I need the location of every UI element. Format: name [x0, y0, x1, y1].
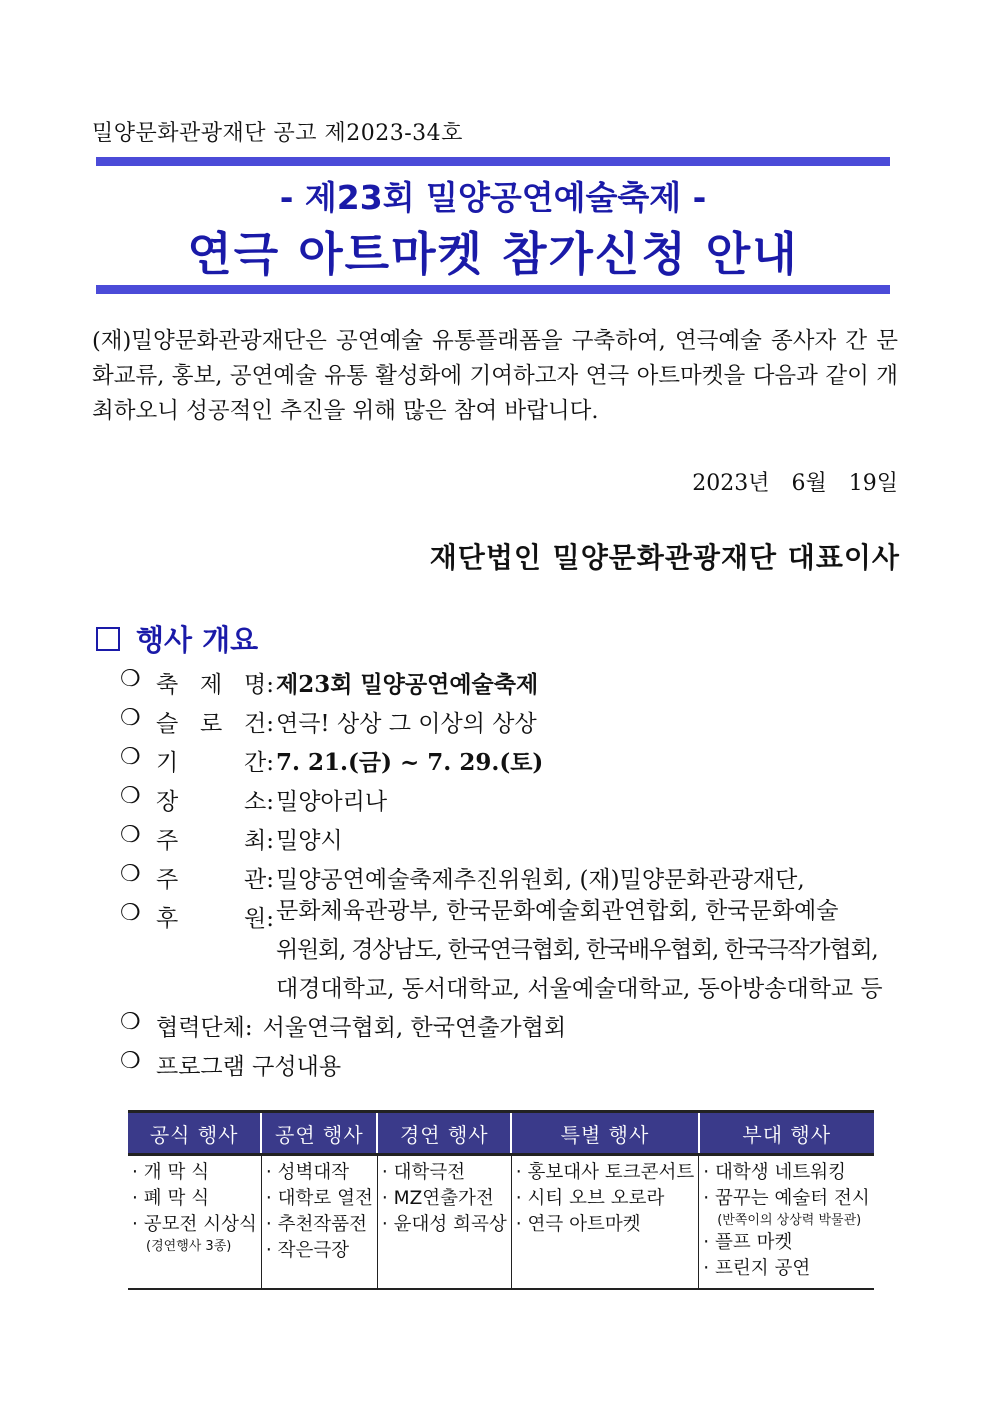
title-subheading: - 제23회 밀양공연예술축제 -: [279, 178, 707, 217]
table-cell-entry: · 홍보대사 토크콘서트: [515, 1162, 695, 1183]
table-cell-entry: (경연행사 3종): [146, 1239, 232, 1254]
table-cell: [261, 1155, 377, 1290]
item-value: 연극! 상상 그 이상의 상상: [276, 711, 537, 737]
table-cell: [377, 1155, 511, 1290]
overview-item: [120, 822, 910, 861]
item-label: [156, 705, 276, 738]
item-value-line: 위원회, 경상남도, 한국연극협회, 한국배우협회, 한국극작가협회,: [276, 937, 878, 963]
table-row: [128, 1155, 874, 1290]
overview-item: [120, 900, 910, 1009]
circle-bullet-icon: ❍: [120, 861, 141, 887]
item-label: [156, 822, 276, 855]
item-label: [156, 666, 276, 699]
item-label-char: 최:: [244, 828, 274, 854]
table-cell-entry: · 개 막 식: [132, 1162, 210, 1183]
item-label-char: 건:: [244, 711, 274, 737]
title-bottom-bar: [96, 285, 890, 294]
item-value: 밀양공연예술축제추진위원회, (재)밀양문화관광재단,: [276, 867, 805, 893]
section-title: 행사 개요: [136, 623, 259, 657]
table-cell-entry: · 대학극전: [381, 1162, 466, 1183]
table-cell: [699, 1155, 874, 1290]
circle-bullet-icon: ❍: [120, 666, 141, 692]
item-label: [156, 744, 276, 777]
item-value: 밀양시: [276, 828, 343, 854]
table-header-cell: 경연 행사: [377, 1112, 511, 1155]
overview-item: [120, 783, 910, 822]
page-title: 연극 아트마켓 참가신청 안내: [187, 227, 799, 281]
table-cell-entry: · 연극 아트마켓: [515, 1214, 641, 1235]
item-value: 서울연극협회, 한국연출가협회: [262, 1015, 567, 1041]
table-cell-entry: · 작은극장: [265, 1240, 350, 1261]
table-header-cell: 특별 행사: [511, 1112, 698, 1155]
table-cell-entry: · 꿈꾸는 예술터 전시: [703, 1188, 870, 1209]
table-cell-entry: · 대학생 네트워킹: [703, 1162, 846, 1183]
table-cell-entry: · 추천작품전: [265, 1214, 367, 1235]
notice-number: 밀양문화관광재단 공고 제2023-34호: [92, 121, 463, 146]
item-label-char: 후: [156, 906, 179, 932]
item-label-char: 로: [200, 711, 223, 737]
table-cell-entry: · 시티 오브 오로라: [515, 1188, 665, 1209]
program-table: [128, 1110, 874, 1290]
title-top-bar: [96, 157, 890, 166]
circle-bullet-icon: ❍: [120, 1048, 141, 1074]
item-label-char: 관:: [244, 867, 274, 893]
item-label-char: 주: [156, 867, 179, 893]
table-header-cell: 공식 행사: [128, 1112, 261, 1155]
table-header-row: [128, 1112, 874, 1155]
circle-bullet-icon: ❍: [120, 1009, 141, 1035]
item-label: [156, 861, 276, 894]
overview-item: [120, 666, 910, 705]
table-header-cell: 부대 행사: [699, 1112, 874, 1155]
overview-list: [120, 666, 910, 1087]
table-cell-entry: · 프린지 공연: [703, 1258, 811, 1279]
item-label-char: 축: [156, 672, 179, 698]
table-cell-entry: (반쪽이의 상상력 박물관): [717, 1213, 862, 1228]
item-label: [156, 900, 276, 933]
date-day: 19일: [848, 471, 898, 496]
item-label-char: 기: [156, 750, 179, 776]
circle-bullet-icon: ❍: [120, 705, 141, 731]
table-cell-entry: · 공모전 시상식: [132, 1214, 257, 1235]
intro-paragraph: (재)밀양문화관광재단은 공연예술 유통플래폼을 구축하여, 연극예술 종사자 간 문화교류, 홍보, 공연예술 유통 활성화에 기여하고자 연극 아트마켓을 다음과 같이 개최하오니 성공적인 추진을 위해 많은 참여 바랍니다.: [92, 328, 898, 424]
item-value: 제23회 밀양공연예술축제: [276, 671, 539, 698]
overview-item: [120, 1009, 910, 1048]
item-label-char: 명:: [244, 672, 274, 698]
circle-bullet-icon: ❍: [120, 900, 141, 926]
issuer: 재단법인 밀양문화관광재단 대표이사: [429, 541, 900, 574]
item-value-line: 대경대학교, 동서대학교, 서울예술대학교, 동아방송대학교 등: [276, 976, 883, 1002]
table-cell: [511, 1155, 698, 1290]
item-label-char: 소:: [244, 789, 274, 815]
circle-bullet-icon: ❍: [120, 822, 141, 848]
section-heading: [96, 618, 258, 659]
circle-bullet-icon: ❍: [120, 783, 141, 809]
date-month: 6월: [791, 471, 827, 496]
table-cell-entry: · 폐 막 식: [132, 1188, 210, 1209]
table-cell-entry: · 플프 마켓: [703, 1232, 793, 1253]
announcement-date: [670, 466, 898, 497]
table-cell-entry: · 성벽대작: [265, 1162, 350, 1183]
table-cell-entry: · 윤대성 희곡상: [381, 1214, 507, 1235]
item-label-char: 간:: [244, 750, 274, 776]
item-value: 밀양아리나: [276, 789, 388, 815]
item-value: 7. 21.(금) ~ 7. 29.(토): [276, 749, 544, 776]
item-label: [156, 783, 276, 816]
date-year: 2023년: [692, 471, 770, 496]
table-cell-entry: · MZ연출가전: [381, 1188, 494, 1209]
item-value-line: 문화체육관광부, 한국문화예술회관연합회, 한국문화예술: [276, 898, 839, 924]
overview-item: [120, 1048, 910, 1087]
table-cell: [128, 1155, 261, 1290]
item-label-char: 장: [156, 789, 179, 815]
item-label: 협력단체:: [156, 1015, 253, 1041]
item-label-char: 제: [200, 672, 223, 698]
item-label: 프로그램 구성내용: [156, 1054, 342, 1080]
overview-item: [120, 705, 910, 744]
item-label-char: 원:: [244, 906, 274, 932]
item-value: [276, 892, 910, 1009]
checkbox-square-icon: [96, 627, 120, 651]
table-cell-entry: · 대학로 열전: [265, 1188, 373, 1209]
item-label-char: 슬: [156, 711, 179, 737]
circle-bullet-icon: ❍: [120, 744, 141, 770]
item-label-char: 주: [156, 828, 179, 854]
overview-item: [120, 744, 910, 783]
table-header-cell: 공연 행사: [261, 1112, 377, 1155]
